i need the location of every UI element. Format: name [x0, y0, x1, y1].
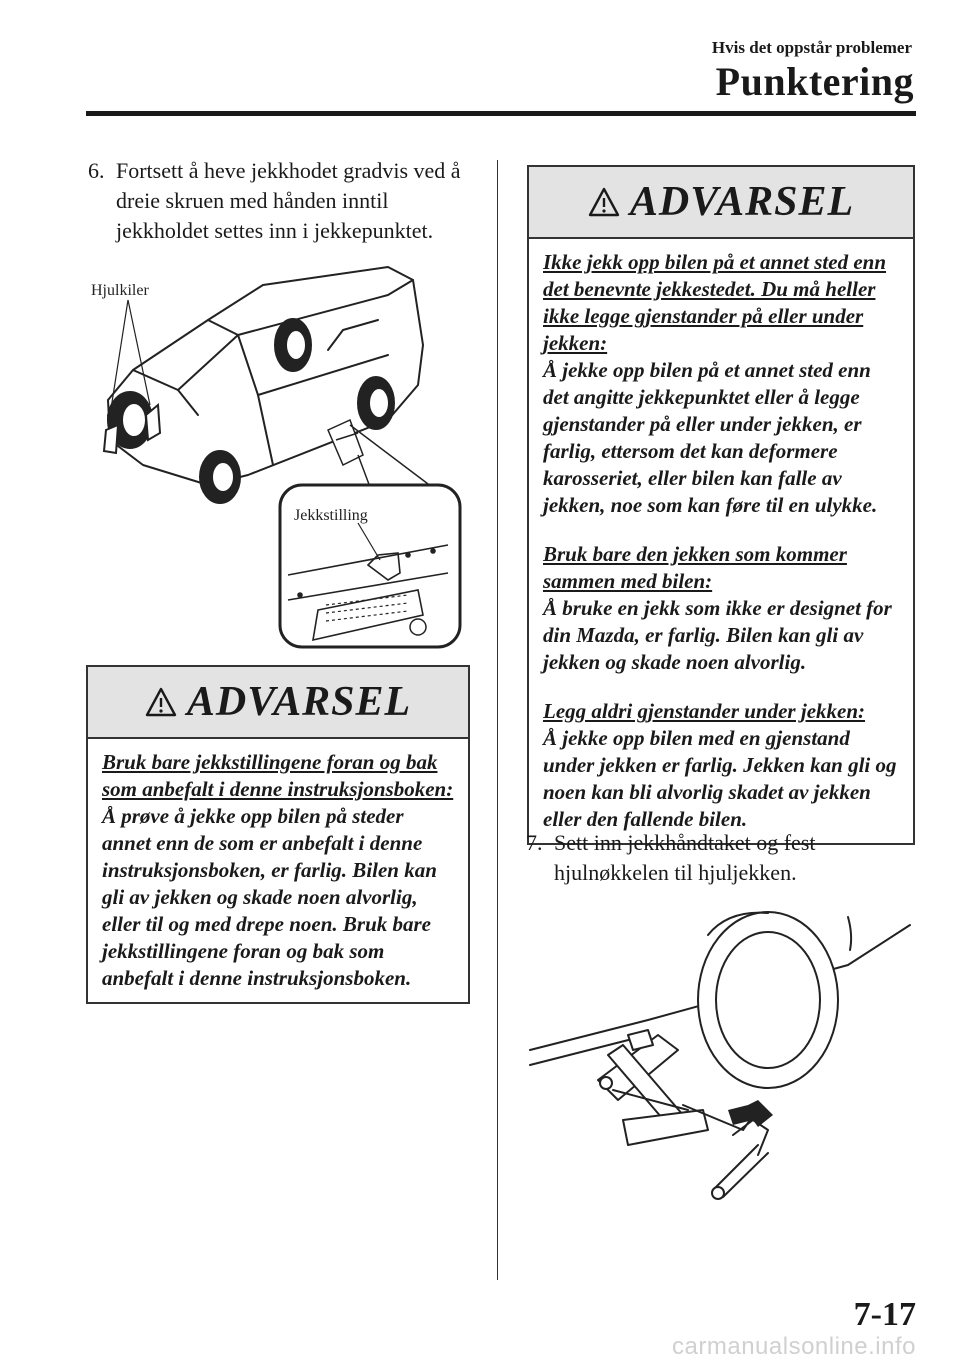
jack-handle-illustration: [528, 905, 918, 1205]
wheel-chocks-label: Hjulkiler: [91, 282, 149, 299]
jack-point-label: Jekkstilling: [294, 507, 368, 524]
warning-triangle-icon: [588, 187, 620, 217]
section-heading: Hvis det oppstår problemer: [711, 38, 912, 57]
warning-text: Å bruke en jekk som ikke er designet for din Mazda, er farlig. Bilen kan gli av jekken og skade noen alvorlig.: [543, 596, 892, 674]
warning-text: Å jekke opp bilen med en gjenstand under jekken er farlig. Jekken kan gli og noen kan bli alvorlig skadet av jekken eller den fallende bilen.: [543, 726, 897, 831]
step-line: Fortsett å heve jekkhodet gradvis ved å: [116, 158, 461, 183]
step-line: jekkholdet settes inn i jekkepunktet.: [116, 218, 434, 243]
warning-title: ADVARSEL: [629, 179, 855, 225]
watermark: carmanualsonline.info: [672, 1333, 916, 1360]
header-rule: [86, 111, 916, 116]
warning-subheading: Bruk bare den jekken som kommer sammen med bilen:: [543, 542, 847, 593]
step-line: dreie skruen med hånden inntil: [116, 188, 389, 213]
step-number: 7.: [526, 830, 543, 855]
page-title: Punktering: [715, 59, 914, 104]
step-number: 6.: [88, 158, 105, 183]
page-number: 7-17: [853, 1296, 916, 1333]
warning-subheading: Ikke jekk opp bilen på et annet sted enn det benevnte jekkestedet. Du må heller ikke legge gjenstander på eller under jekken:: [543, 250, 886, 355]
warning-text: Å jekke opp bilen på et annet sted enn det angitte jekkepunktet eller å legge gjenstander på eller under jekken, er farlig, ettersom det kan deformere karosseriet, eller bilen kan falle av jekken, noe som kan føre til en ulykke.: [543, 358, 878, 517]
warning-header: [88, 667, 468, 739]
step-line: hjulnøkkelen til hjuljekken.: [554, 860, 797, 885]
warning-box: [86, 665, 470, 1004]
step-6: [88, 156, 488, 246]
column-divider: [497, 160, 498, 1280]
warning-subheading: Bruk bare jekkstillingene foran og bak som anbefalt i denne instruksjonsboken:: [102, 750, 454, 801]
warning-header: [529, 167, 913, 239]
car-jack-illustration: [88, 255, 468, 655]
warning-subheading: Legg aldri gjenstander under jekken:: [543, 699, 866, 723]
step-7: [526, 828, 916, 888]
warning-text: Å prøve å jekke opp bilen på steder annet enn de som er anbefalt i denne instruksjonsboken, er farlig. Bilen kan gli av jekken og skade noen alvorlig, eller til og med drepe noen. Bruk bare jekkstillingene foran og bak som anbefalt i denne instruksjonsboken.: [102, 804, 437, 990]
warning-box: [527, 165, 915, 845]
warning-title: ADVARSEL: [186, 679, 412, 725]
step-line: Sett inn jekkhåndtaket og fest: [554, 830, 816, 855]
warning-triangle-icon: [145, 687, 177, 717]
